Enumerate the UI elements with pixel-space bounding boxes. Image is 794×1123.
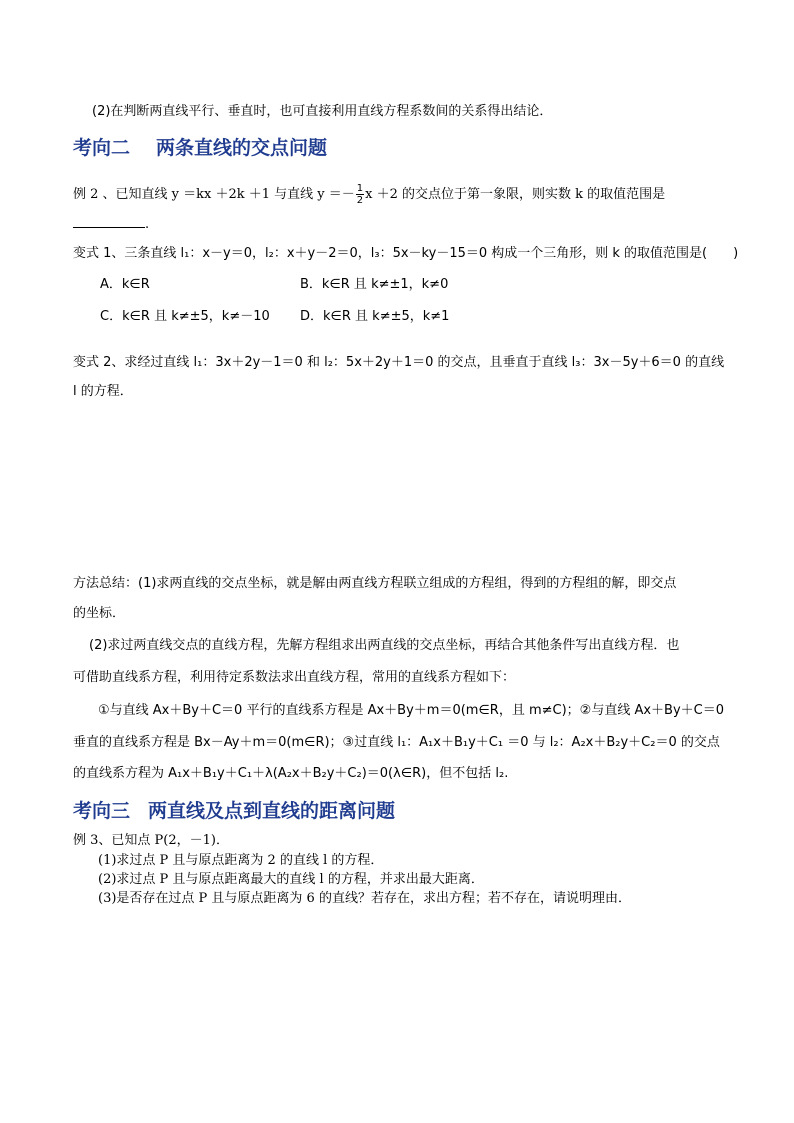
method-summary-line7: 的直线系方程为 A₁x＋B₁y＋C₁＋λ(A₂x＋B₂y＋C₂)＝0(λ∈R)，但不包括 l₂. — [73, 766, 509, 781]
section-heading-3 — [73, 799, 395, 823]
method-summary-line3: (2)求过两直线交点的直线方程，先解方程组求出两直线的交点坐标，再结合其他条件写出直线方程．也 — [89, 638, 680, 653]
option-d: D．k∈R 且 k≠±5，k≠1 — [300, 309, 450, 324]
example-2-line2: . — [73, 215, 149, 234]
section-label: 考向二 — [73, 137, 131, 159]
option-a: A．k∈R — [100, 277, 150, 292]
answer-blank — [73, 215, 145, 228]
method-summary-line6: 垂直的直线系方程是 Bx－Ay＋m＝0(m∈R)；③过直线 l₁：A₁x＋B₁y＋C₁ ＝0 与 l₂：A₂x＋B₂y＋C₂＝0 的交点 — [73, 735, 720, 750]
example-3-item3: (3)是否存在过点 P 且与原点距离为 6 的直线？若存在，求出方程；若不存在，请说明理由． — [98, 891, 631, 906]
variant-2-line2: l 的方程． — [73, 384, 133, 399]
example-2-line1 — [73, 183, 665, 206]
example-3-item2: (2)求过点 P 且与原点距离最大的直线 l 的方程，并求出最大距离． — [98, 872, 484, 887]
intro-paragraph: (2)在判断两直线平行、垂直时，也可直接利用直线方程系数间的关系得出结论． — [92, 104, 553, 119]
section-label: 考向三 — [73, 800, 131, 822]
option-c: C．k∈R 且 k≠±5，k≠－10 — [100, 309, 270, 324]
method-summary-line2: 的坐标． — [73, 606, 126, 621]
method-summary-line5: ①与直线 Ax＋By＋C＝0 平行的直线系方程是 Ax＋By＋m＝0(m∈R，且 m≠C)；②与直线 Ax＋By＋C＝0 — [98, 703, 724, 718]
option-b: B．k∈R 且 k≠±1，k≠0 — [300, 277, 449, 292]
variant-2-line1: 变式 2、求经过直线 l₁：3x＋2y－1＝0 和 l₂：5x＋2y＋1＝0 的交点，且垂直于直线 l₃：3x－5y＋6＝0 的直线 — [73, 355, 725, 370]
variant-1-question: 变式 1、三条直线 l₁：x－y＝0，l₂：x＋y－2＝0，l₃：5x－ky－15＝0 构成一个三角形，则 k 的取值范围是( ) — [73, 246, 739, 261]
fraction-one-half: $\frac{1}{2}$ — [356, 183, 364, 206]
example-3-line1: 例 3、已知点 P(2，－1)． — [73, 833, 229, 848]
method-summary-line1: 方法总结：(1)求两直线的交点坐标，就是解由两直线方程联立组成的方程组，得到的方程组的解，即交点 — [73, 576, 677, 591]
example-2-text-b: x ＋2 的交点位于第一象限，则实数 k 的取值范围是 — [365, 187, 666, 202]
example-3-item1: (1)求过点 P 且与原点距离为 2 的直线 l 的方程． — [98, 853, 384, 868]
section-title: 两直线及点到直线的距离问题 — [148, 800, 396, 822]
section-heading-2 — [73, 136, 327, 160]
section-title: 两条直线的交点问题 — [156, 137, 328, 159]
method-summary-line4: 可借助直线系方程，利用待定系数法求出直线方程，常用的直线系方程如下： — [73, 670, 516, 685]
example-2-text-a: 例 2 、已知直线 y ＝kx ＋2k ＋1 与直线 y ＝－ — [73, 187, 355, 202]
